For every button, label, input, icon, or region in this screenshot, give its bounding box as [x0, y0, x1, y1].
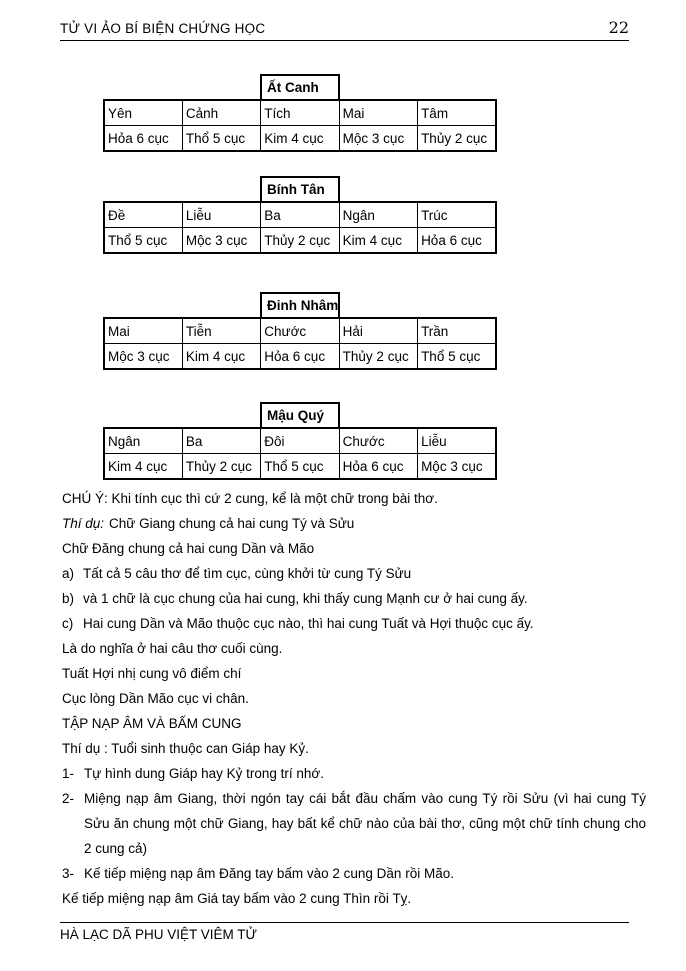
- table-cell: Yên: [104, 100, 182, 126]
- table-cell: Đề: [104, 202, 182, 228]
- table-cell: Thủy 2 cục: [418, 126, 496, 152]
- table-cell: Thủy 2 cục: [182, 454, 260, 480]
- table-title: Ất Canh: [267, 80, 319, 95]
- numbered-item-text: Tự hình dung Giáp hay Kỷ trong trí nhớ.: [84, 766, 325, 781]
- table-title: Mậu Quý: [267, 408, 325, 423]
- table-cell: Trúc: [418, 202, 496, 228]
- table-cell: Kim 4 cục: [182, 344, 260, 370]
- table-cell: Ba: [261, 202, 339, 228]
- table-cell: Mai: [104, 318, 182, 344]
- table-dinh-nham: [103, 292, 497, 370]
- table-row: [104, 100, 496, 126]
- table-title-cell: [260, 402, 340, 427]
- numbered-item-text: Kế tiếp miệng nạp âm Đăng tay bấm vào 2 cung Dần rồi Mão.: [84, 866, 454, 881]
- table-cell: Liễu: [182, 202, 260, 228]
- table-row: [104, 344, 496, 370]
- cuc-table: [103, 201, 497, 254]
- example-label: Thí dụ:: [62, 516, 105, 531]
- table-cell: Trần: [418, 318, 496, 344]
- table-row: [104, 428, 496, 454]
- table-cell: Ba: [182, 428, 260, 454]
- section-intro: Thí dụ : Tuổi sinh thuộc can Giáp hay Kỷ.: [62, 741, 309, 756]
- numbered-item-3: [62, 861, 646, 886]
- numbered-item-2: [62, 786, 646, 861]
- table-row: [104, 228, 496, 254]
- list-item-c: [62, 611, 646, 636]
- closing-line: Kế tiếp miệng nạp âm Giá tay bấm vào 2 cung Thìn rồi Tỵ.: [62, 891, 412, 906]
- table-row: [104, 318, 496, 344]
- verse-line: Tuất Hợi nhị cung vô điểm chí: [62, 666, 242, 681]
- table-cell: Liễu: [418, 428, 496, 454]
- table-cell: Kim 4 cục: [261, 126, 339, 152]
- table-row: [104, 202, 496, 228]
- table-title: Bính Tân: [267, 182, 325, 197]
- table-cell: Mộc 3 cục: [418, 454, 496, 480]
- note-line: CHÚ Ý: Khi tính cục thì cứ 2 cung, kể là một chữ trong bài thơ.: [62, 491, 438, 506]
- table-cell: Kim 4 cục: [104, 454, 182, 480]
- note-example-line: [62, 511, 646, 536]
- section-heading: TẬP NẠP ÂM VÀ BẤM CUNG: [62, 716, 242, 731]
- table-cell: Tâm: [418, 100, 496, 126]
- table-row: [104, 454, 496, 480]
- running-title: TỬ VI ẢO BÍ BIỆN CHỨNG HỌC: [60, 21, 266, 36]
- table-cell: Thủy 2 cục: [339, 344, 417, 370]
- table-cell: Thổ 5 cục: [104, 228, 182, 254]
- footer-text: HÀ LẠC DÃ PHU VIỆT VIÊM TỬ: [60, 927, 258, 942]
- table-cell: Hải: [339, 318, 417, 344]
- table-cell: Thủy 2 cục: [261, 228, 339, 254]
- list-item-label: a): [62, 566, 75, 581]
- table-cell: Tích: [261, 100, 339, 126]
- list-item-label: c): [62, 616, 74, 631]
- list-item-text: Tất cả 5 câu thơ để tìm cục, cùng khởi từ cung Tý Sửu: [83, 566, 412, 581]
- table-row: [104, 126, 496, 152]
- table-title-cell: [260, 292, 340, 317]
- table-cell: Tiễn: [182, 318, 260, 344]
- verse-line: Là do nghĩa ở hai câu thơ cuối cùng.: [62, 641, 283, 656]
- page-number: 22: [608, 18, 629, 37]
- page-footer: [60, 922, 629, 942]
- table-cell: Cảnh: [182, 100, 260, 126]
- table-cell: Ngân: [104, 428, 182, 454]
- page-header: [60, 20, 629, 41]
- table-title-cell: [260, 176, 340, 201]
- table-cell: Hỏa 6 cục: [104, 126, 182, 152]
- list-item-label: b): [62, 591, 75, 606]
- note-example-line2: Chữ Đăng chung cả hai cung Dần và Mão: [62, 541, 315, 556]
- table-cell: Chước: [261, 318, 339, 344]
- table-cell: Thổ 5 cục: [182, 126, 260, 152]
- list-item-text: và 1 chữ là cục chung của hai cung, khi thấy cung Mạnh cư ở hai cung ấy.: [83, 591, 528, 606]
- table-cell: Chước: [339, 428, 417, 454]
- body-text: [62, 486, 646, 911]
- numbered-item-label: 3-: [62, 866, 75, 881]
- table-cell: Đôi: [261, 428, 339, 454]
- table-cell: Mai: [339, 100, 417, 126]
- cuc-table: [103, 427, 497, 480]
- numbered-item-1: [62, 761, 646, 786]
- table-cell: Ngân: [339, 202, 417, 228]
- verse-line: Cục lòng Dần Mão cục vi chân.: [62, 691, 249, 706]
- list-item-a: [62, 561, 646, 586]
- table-cell: Thổ 5 cục: [418, 344, 496, 370]
- table-title-cell: [260, 74, 340, 99]
- cuc-table: [103, 99, 497, 152]
- list-item-b: [62, 586, 646, 611]
- table-cell: Mộc 3 cục: [339, 126, 417, 152]
- table-binh-tan: [103, 176, 497, 254]
- table-cell: Thổ 5 cục: [261, 454, 339, 480]
- table-cell: Mộc 3 cục: [104, 344, 182, 370]
- numbered-item-text: Miệng nạp âm Giang, thời ngón tay cái bắt đầu chấm vào cung Tý rồi Sửu (vì hai cung Tý Sửu ăn chung một chữ Giang, hay bất kể chữ nào của bài thơ, cũng một chữ tính chung cho 2 cung cả): [84, 791, 646, 856]
- table-cell: Hỏa 6 cục: [261, 344, 339, 370]
- numbered-item-label: 1-: [62, 766, 75, 781]
- example-text: Chữ Giang chung cả hai cung Tý và Sửu: [109, 516, 355, 531]
- numbered-item-label: 2-: [62, 791, 75, 806]
- table-cell: Mộc 3 cục: [182, 228, 260, 254]
- table-title: Đinh Nhâm: [267, 298, 339, 313]
- table-mau-quy: [103, 402, 497, 480]
- table-at-canh: [103, 74, 497, 152]
- table-cell: Hỏa 6 cục: [418, 228, 496, 254]
- table-cell: Kim 4 cục: [339, 228, 417, 254]
- cuc-table: [103, 317, 497, 370]
- list-item-text: Hai cung Dần và Mão thuộc cục nào, thì hai cung Tuất và Hợi thuộc cục ấy.: [83, 616, 534, 631]
- table-cell: Hỏa 6 cục: [339, 454, 417, 480]
